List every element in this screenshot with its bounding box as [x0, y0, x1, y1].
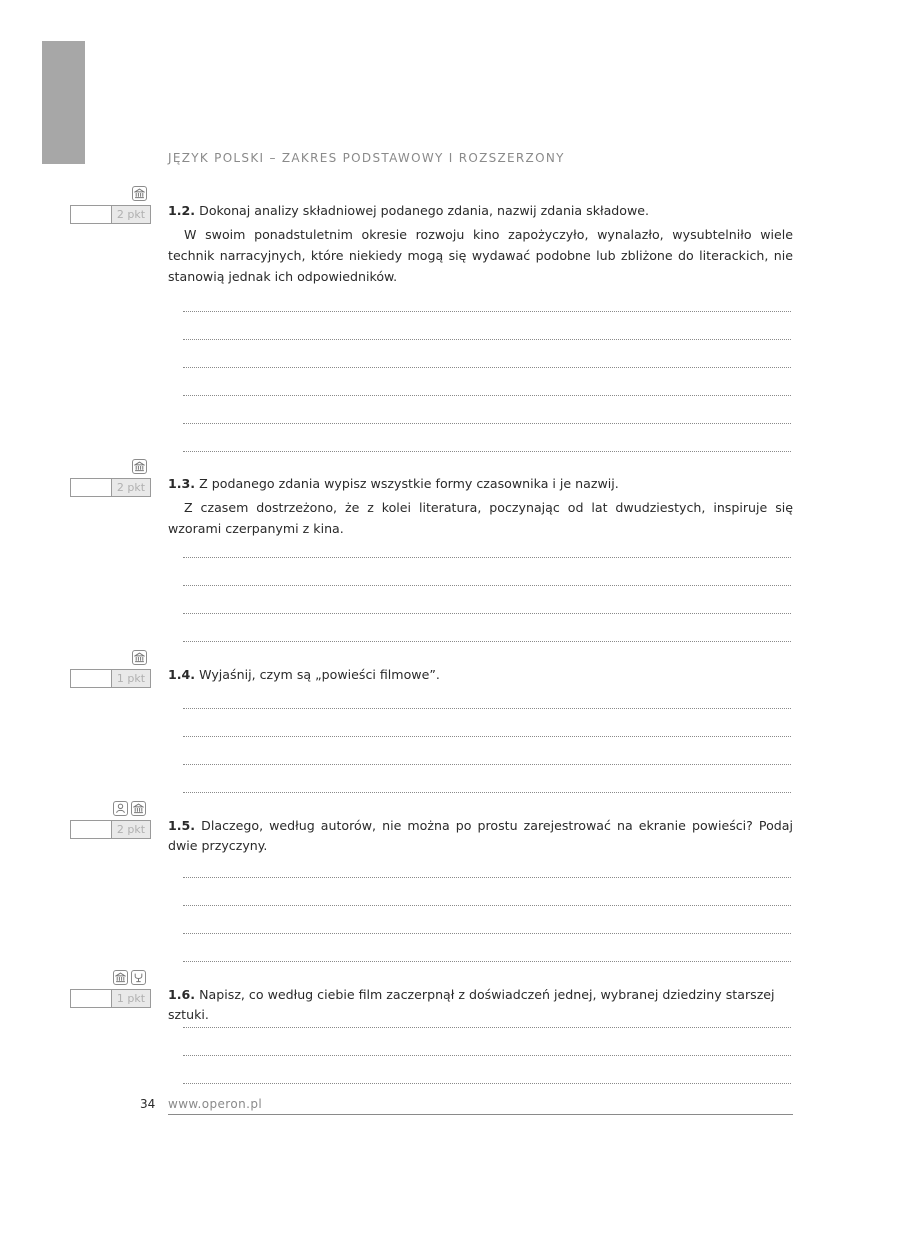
task-prompt: Napisz, co według ciebie film zaczerpnął z doświadczeń jednej, wybranej dziedziny starszej sztuki.: [168, 987, 775, 1022]
answer-line[interactable]: [183, 368, 791, 396]
answer-line[interactable]: [183, 1028, 791, 1056]
answer-line[interactable]: [183, 709, 791, 737]
footer-site: www.operon.pl: [168, 1097, 263, 1111]
answer-line[interactable]: [183, 906, 791, 934]
score-field[interactable]: [71, 206, 112, 223]
institution-icon: [132, 650, 147, 665]
score-field[interactable]: [71, 479, 112, 496]
answer-line[interactable]: [183, 878, 791, 906]
institution-icon: [131, 801, 146, 816]
score-box: [70, 669, 151, 688]
skill-icons: [132, 459, 147, 474]
answer-line[interactable]: [183, 1056, 791, 1084]
footer-divider: [168, 1114, 793, 1115]
institution-icon: [132, 459, 147, 474]
answer-area[interactable]: [183, 850, 791, 962]
institution-icon: [132, 186, 147, 201]
answer-line[interactable]: [183, 765, 791, 793]
score-field[interactable]: [71, 990, 112, 1007]
task-prompt: Wyjaśnij, czym są „powieści filmowe”.: [199, 667, 440, 682]
answer-line[interactable]: [183, 614, 791, 642]
score-field[interactable]: [71, 670, 112, 687]
answer-line[interactable]: [183, 681, 791, 709]
task-source-text: Z czasem dostrzeżono, że z kolei literatura, poczynając od lat dwudziestych, inspiruje się wzorami czerpanymi z kina.: [168, 500, 793, 536]
cup-icon: [131, 970, 146, 985]
skill-icons: [132, 650, 147, 665]
score-box: [70, 205, 151, 224]
task-number: 1.5.: [168, 818, 196, 833]
score-box: [70, 820, 151, 839]
answer-line[interactable]: [183, 284, 791, 312]
answer-area[interactable]: [183, 284, 791, 452]
institution-icon: [113, 970, 128, 985]
task-source-text: W swoim ponadstuletnim okresie rozwoju kino zapożyczyło, wynalazło, wysubtelniło wiele technik narracyjnych, które niekiedy mogą się wydawać podobne lub zbliżone do literackich, nie stanowią jednak ich odpowiedników.: [168, 227, 793, 284]
task-number: 1.2.: [168, 203, 196, 218]
task-title: [168, 474, 793, 494]
answer-line[interactable]: [183, 312, 791, 340]
task-number: 1.3.: [168, 476, 196, 491]
answer-area[interactable]: [183, 681, 791, 793]
answer-line[interactable]: [183, 850, 791, 878]
score-box: [70, 478, 151, 497]
answer-area[interactable]: [183, 530, 791, 642]
running-header: JĘZYK POLSKI – ZAKRES PODSTAWOWY I ROZSZERZONY: [168, 151, 565, 165]
answer-line[interactable]: [183, 424, 791, 452]
skill-icons: [132, 186, 147, 201]
task-prompt: Dokonaj analizy składniowej podanego zdania, nazwij zdania składowe.: [199, 203, 650, 218]
answer-line[interactable]: [183, 586, 791, 614]
answer-line[interactable]: [183, 530, 791, 558]
points-label: 1 pkt: [112, 990, 150, 1007]
task-number: 1.6.: [168, 987, 196, 1002]
task-prompt: Z podanego zdania wypisz wszystkie formy czasownika i je nazwij.: [199, 476, 619, 491]
answer-area[interactable]: [183, 1000, 791, 1084]
page-number: 34: [140, 1097, 156, 1111]
skill-icons: [113, 970, 146, 985]
points-label: 2 pkt: [112, 479, 150, 496]
side-tab: [42, 41, 85, 164]
score-field[interactable]: [71, 821, 112, 838]
answer-line[interactable]: [183, 558, 791, 586]
points-label: 2 pkt: [112, 206, 150, 223]
task-title: [168, 201, 793, 221]
answer-line[interactable]: [183, 340, 791, 368]
skill-icons: [113, 801, 146, 816]
answer-line[interactable]: [183, 934, 791, 962]
task-number: 1.4.: [168, 667, 196, 682]
answer-line[interactable]: [183, 737, 791, 765]
answer-line[interactable]: [183, 396, 791, 424]
answer-line[interactable]: [183, 1000, 791, 1028]
person-icon: [113, 801, 128, 816]
score-box: [70, 989, 151, 1008]
points-label: 1 pkt: [112, 670, 150, 687]
task-prompt: Dlaczego, według autorów, nie można po prostu zarejestrować na ekranie powieści? Podaj dwie przyczyny.: [168, 818, 793, 853]
points-label: 2 pkt: [112, 821, 150, 838]
